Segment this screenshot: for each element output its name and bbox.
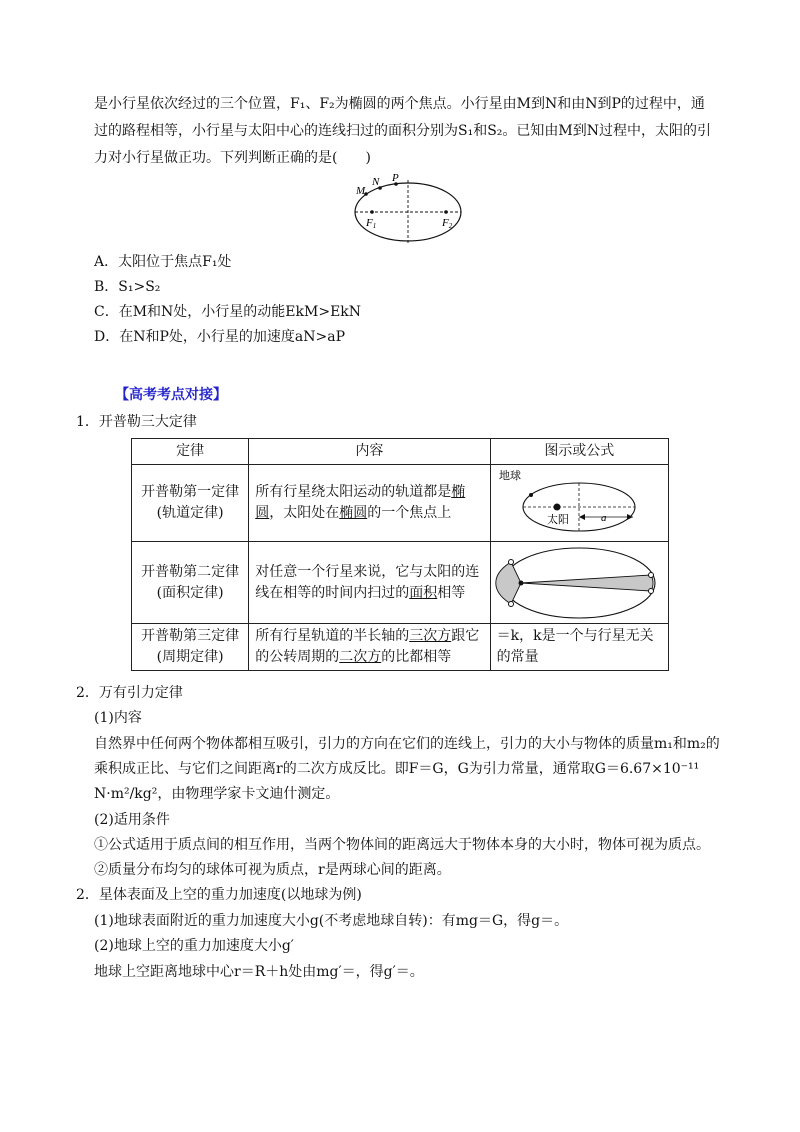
content-text: 的公转周期的 — [255, 649, 340, 665]
law-subname: (面积定律) — [156, 584, 224, 601]
content-text: 对任意一个行星来说，它与太阳的连 — [255, 563, 480, 580]
underlined-term: 椭圆 — [339, 505, 368, 521]
content-text: 的比都相等 — [381, 649, 452, 665]
underlined-term: 椭 — [451, 484, 466, 500]
table-row — [132, 542, 669, 624]
swept-area-left — [495, 562, 520, 604]
swept-area-right — [521, 575, 653, 591]
content-text: 的一个焦点上 — [367, 505, 452, 521]
label-n: N — [372, 176, 380, 188]
option-c: C．在M和N处，小行星的动能EkM>EkN — [94, 304, 362, 320]
focus-f2 — [444, 210, 448, 214]
first-law-figure — [491, 465, 667, 541]
law-content — [249, 465, 490, 542]
label-f2: F2 — [442, 217, 453, 230]
kepler-table — [131, 438, 669, 671]
underlined-term: 面积 — [409, 584, 438, 601]
header-content: 内容 — [249, 439, 490, 465]
focus-f1 — [370, 210, 374, 214]
content-text: ，太阳处在 — [269, 505, 340, 521]
law-subname: (轨道定律) — [156, 505, 224, 521]
item3-line-3: 地球上空距离地球中心r＝R＋h处由mg′＝，得g′＝。 — [94, 964, 424, 980]
formula-line-1: ＝k，k是一个与行星无关 — [496, 628, 654, 644]
law-formula-cell — [490, 624, 668, 671]
table-row — [132, 465, 669, 542]
law-name-cell — [132, 542, 249, 624]
law-figure-cell — [490, 465, 668, 542]
law-content — [249, 542, 490, 624]
header-figure: 图示或公式 — [490, 439, 668, 465]
planet-pos — [648, 588, 653, 593]
underlined-term: 圆 — [255, 505, 270, 521]
law-figure-cell — [490, 542, 668, 624]
header-law: 定律 — [132, 439, 249, 465]
planet-pos — [648, 572, 653, 577]
item2-para-1: 自然界中任何两个物体都相互吸引，引力的方向在它们的连线上，引力的大小与物体的质量m₁和m₂的 — [94, 736, 720, 752]
underlined-term: 二次方 — [339, 649, 382, 665]
table-row — [132, 624, 669, 671]
planet-pos — [508, 601, 513, 606]
item3-title: 2．星体表面及上空的重力加速度(以地球为例) — [76, 887, 362, 903]
content-text: 线在相等的时间内扫过的 — [255, 584, 410, 601]
item2-title: 2．万有引力定律 — [76, 685, 183, 701]
law-name-cell — [132, 465, 249, 542]
table-header-row — [132, 439, 669, 465]
sun-dot — [518, 580, 523, 585]
item3-line-2: (2)地球上空的重力加速度大小g′ — [94, 938, 294, 954]
label-m: M — [356, 185, 366, 197]
option-d: D．在N和P处，小行星的加速度aN>aP — [94, 329, 345, 345]
law-name: 开普勒第三定律 — [141, 628, 240, 644]
item2-sub2: (2)适用条件 — [94, 812, 170, 828]
underlined-term: 三次方 — [409, 628, 452, 644]
orbit-figure — [350, 170, 470, 250]
content-text: 所有行星绕太阳运动的轨道都是 — [255, 484, 452, 500]
axis-a-label: a — [600, 512, 607, 524]
item2-cond-2: ②质量分布均匀的球体可视为质点，r是两球心间的距离。 — [94, 862, 451, 878]
intro-line-3: 力对小行星做正功。下列判断正确的是( ) — [94, 150, 371, 166]
item1-title: 1．开普勒三大定律 — [76, 414, 197, 430]
intro-line-2: 过的路程相等，小行星与太阳中心的连线扫过的面积分别为S₁和S₂。已知由M到N过程中，太阳的引 — [94, 123, 711, 139]
content-text: 相等 — [437, 584, 466, 601]
intro-line-1: 是小行星依次经过的三个位置，F₁、F₂为椭圆的两个焦点。小行星由M到N和由N到P的过程中，通 — [94, 96, 705, 112]
item3-line-1: (1)地球表面附近的重力加速度大小g(不考虑地球自转)：有mg＝G，得g＝。 — [94, 913, 569, 929]
law-subname: (周期定律) — [156, 649, 224, 665]
item2-cond-1: ①公式适用于质点间的相互作用，当两个物体间的距离远大于物体本身的大小时，物体可视为质点。 — [94, 837, 710, 853]
law-name-cell — [132, 624, 249, 671]
law-content — [249, 624, 490, 671]
law-name: 开普勒第二定律 — [141, 563, 240, 580]
item2-sub1: (1)内容 — [94, 710, 142, 726]
earth-label: 地球 — [498, 469, 521, 482]
content-text: 所有行星轨道的半长轴的 — [255, 628, 410, 644]
item2-para-2: 乘积成正比、与它们之间距离r的二次方成反比。即F＝G，G为引力常量，通常取G＝6.67×10⁻¹¹ — [94, 761, 700, 777]
second-law-figure — [491, 543, 667, 623]
option-a: A．太阳位于焦点F₁处 — [94, 254, 232, 270]
sun-label: 太阳 — [546, 513, 569, 526]
label-p: P — [392, 172, 399, 184]
label-f1: F1 — [366, 217, 377, 230]
earth-dot — [529, 493, 533, 497]
option-b: B．S₁>S₂ — [94, 279, 161, 295]
formula-line-2: 的常量 — [496, 649, 539, 665]
section-heading: 【高考考点对接】 — [115, 387, 227, 403]
sun-dot — [553, 504, 560, 511]
content-text: 跟它 — [451, 628, 480, 644]
item2-para-3: N·m²/kg²，由物理学家卡文迪什测定。 — [94, 786, 340, 802]
law-name: 开普勒第一定律 — [141, 484, 240, 500]
planet-pos — [508, 559, 513, 564]
